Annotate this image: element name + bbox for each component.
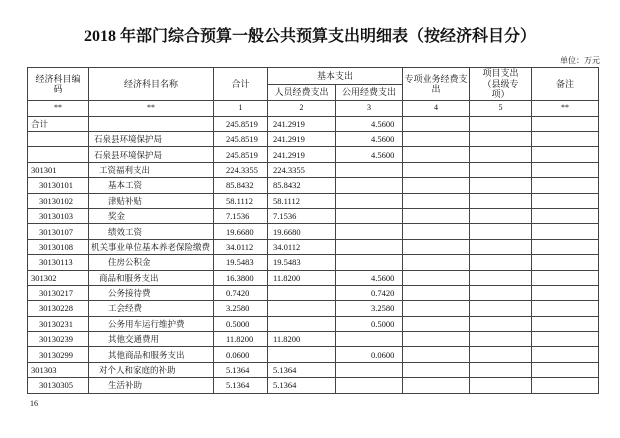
cell-personnel: 19.6680	[268, 224, 336, 239]
header-special: 专项业务经费支出	[403, 68, 470, 101]
cell-personnel: 241.2919	[268, 131, 336, 146]
header-name: 经济科目名称	[89, 68, 214, 101]
cell-special	[403, 270, 470, 285]
index-cell-code: **	[28, 101, 89, 117]
cell-personnel: 34.0112	[268, 239, 336, 254]
cell-remark	[532, 362, 599, 377]
cell-project	[470, 178, 532, 193]
cell-name: 石泉县环境保护局	[89, 147, 214, 162]
cell-project	[470, 193, 532, 208]
cell-name: 商品和服务支出	[89, 270, 214, 285]
cell-project	[470, 147, 532, 162]
budget-table	[27, 67, 599, 394]
table-body	[28, 101, 599, 394]
cell-personnel: 19.5483	[268, 255, 336, 270]
cell-personnel: 224.3355	[268, 162, 336, 177]
cell-special	[403, 178, 470, 193]
cell-public	[336, 239, 403, 254]
cell-name: 其他交通费用	[89, 332, 214, 347]
cell-personnel	[268, 347, 336, 362]
cell-personnel: 85.8432	[268, 178, 336, 193]
cell-personnel	[268, 285, 336, 300]
cell-remark	[532, 116, 599, 131]
cell-personnel: 11.8200	[268, 332, 336, 347]
cell-name: 公务用车运行维护费	[89, 316, 214, 331]
cell-project	[470, 285, 532, 300]
table-row	[28, 147, 599, 162]
cell-special	[403, 239, 470, 254]
unit-label: 单位：万元	[560, 56, 600, 65]
page-title: 2018 年部门综合预算一般公共预算支出明细表（按经济科目分）	[83, 28, 536, 45]
cell-special	[403, 378, 470, 393]
table-row	[28, 178, 599, 193]
index-cell-public: 3	[336, 101, 403, 117]
cell-code: 30130305	[28, 378, 89, 393]
cell-name: 工资福利支出	[89, 162, 214, 177]
index-cell-special: 4	[403, 101, 470, 117]
cell-name: 津贴补贴	[89, 193, 214, 208]
table-header	[28, 68, 599, 101]
cell-personnel: 5.1364	[268, 378, 336, 393]
cell-project	[470, 255, 532, 270]
cell-total: 0.0600	[214, 347, 268, 362]
table-row	[28, 316, 599, 331]
header-code: 经济科目编码	[28, 68, 89, 101]
header-personnel: 人员经费支出	[268, 84, 336, 101]
index-cell-personnel: 2	[268, 101, 336, 117]
cell-name: 其他商品和服务支出	[89, 347, 214, 362]
cell-public: 4.5600	[336, 131, 403, 146]
cell-public	[336, 208, 403, 223]
cell-public: 4.5600	[336, 270, 403, 285]
cell-personnel: 241.2919	[268, 147, 336, 162]
cell-project	[470, 116, 532, 131]
index-cell-remark: **	[532, 101, 599, 117]
cell-personnel: 7.1536	[268, 208, 336, 223]
table-row	[28, 270, 599, 285]
table-row	[28, 362, 599, 377]
cell-total: 19.5483	[214, 255, 268, 270]
cell-project	[470, 362, 532, 377]
cell-total: 34.0112	[214, 239, 268, 254]
cell-project	[470, 239, 532, 254]
cell-personnel	[268, 316, 336, 331]
cell-remark	[532, 147, 599, 162]
cell-special	[403, 162, 470, 177]
cell-public	[336, 178, 403, 193]
cell-code: 30130102	[28, 193, 89, 208]
cell-total: 224.3355	[214, 162, 268, 177]
cell-project	[470, 224, 532, 239]
cell-project	[470, 162, 532, 177]
cell-code: 30130107	[28, 224, 89, 239]
cell-public	[336, 378, 403, 393]
cell-total: 19.6680	[214, 224, 268, 239]
cell-code: 301301	[28, 162, 89, 177]
cell-public: 3.2580	[336, 301, 403, 316]
index-row	[28, 101, 599, 117]
cell-code: 301303	[28, 362, 89, 377]
cell-total: 245.8519	[214, 147, 268, 162]
cell-special	[403, 285, 470, 300]
cell-name: 生活补助	[89, 378, 214, 393]
cell-total: 3.2580	[214, 301, 268, 316]
cell-remark	[532, 224, 599, 239]
cell-remark	[532, 301, 599, 316]
cell-code: 合计	[28, 116, 89, 131]
cell-public	[336, 162, 403, 177]
cell-total: 5.1364	[214, 362, 268, 377]
cell-code: 301302	[28, 270, 89, 285]
index-cell-total: 1	[214, 101, 268, 117]
cell-code: 30130101	[28, 178, 89, 193]
cell-code	[28, 131, 89, 146]
cell-remark	[532, 208, 599, 223]
cell-project	[470, 270, 532, 285]
cell-public: 4.5600	[336, 147, 403, 162]
table-row	[28, 301, 599, 316]
cell-special	[403, 193, 470, 208]
cell-remark	[532, 239, 599, 254]
cell-project	[470, 332, 532, 347]
cell-remark	[532, 270, 599, 285]
cell-remark	[532, 285, 599, 300]
cell-special	[403, 147, 470, 162]
cell-name: 绩效工资	[89, 224, 214, 239]
cell-name: 对个人和家庭的补助	[89, 362, 214, 377]
table-row	[28, 193, 599, 208]
cell-code: 30130299	[28, 347, 89, 362]
cell-personnel: 11.8200	[268, 270, 336, 285]
cell-personnel: 241.2919	[268, 116, 336, 131]
cell-special	[403, 316, 470, 331]
cell-remark	[532, 193, 599, 208]
cell-code: 30130239	[28, 332, 89, 347]
cell-total: 245.8519	[214, 131, 268, 146]
header-public: 公用经费支出	[336, 84, 403, 101]
cell-code: 30130113	[28, 255, 89, 270]
table-row	[28, 116, 599, 131]
cell-project	[470, 347, 532, 362]
cell-name: 工会经费	[89, 301, 214, 316]
cell-remark	[532, 162, 599, 177]
table-row	[28, 347, 599, 362]
cell-total: 0.5000	[214, 316, 268, 331]
cell-special	[403, 255, 470, 270]
table-row	[28, 255, 599, 270]
cell-code: 30130231	[28, 316, 89, 331]
cell-total: 11.8200	[214, 332, 268, 347]
cell-public	[336, 332, 403, 347]
table-row	[28, 224, 599, 239]
header-basic: 基本支出	[268, 68, 403, 85]
cell-public: 0.5000	[336, 316, 403, 331]
header-remark: 备注	[532, 68, 599, 101]
cell-project	[470, 378, 532, 393]
cell-code: 30130228	[28, 301, 89, 316]
cell-name: 奖金	[89, 208, 214, 223]
cell-public: 0.0600	[336, 347, 403, 362]
cell-special	[403, 224, 470, 239]
cell-code: 30130217	[28, 285, 89, 300]
cell-special	[403, 347, 470, 362]
cell-remark	[532, 347, 599, 362]
header-row	[28, 68, 599, 85]
table-row	[28, 162, 599, 177]
page-number: 16	[30, 399, 38, 408]
header-total: 合计	[214, 68, 268, 101]
cell-name: 住房公积金	[89, 255, 214, 270]
cell-total: 7.1536	[214, 208, 268, 223]
cell-name: 机关事业单位基本养老保险缴费	[89, 239, 214, 254]
cell-name: 基本工资	[89, 178, 214, 193]
cell-name: 公务接待费	[89, 285, 214, 300]
table-row	[28, 208, 599, 223]
cell-project	[470, 301, 532, 316]
cell-personnel	[268, 301, 336, 316]
cell-name	[89, 116, 214, 131]
cell-code: 30130108	[28, 239, 89, 254]
cell-remark	[532, 131, 599, 146]
cell-remark	[532, 332, 599, 347]
cell-total: 0.7420	[214, 285, 268, 300]
cell-special	[403, 332, 470, 347]
cell-code	[28, 147, 89, 162]
cell-total: 16.3800	[214, 270, 268, 285]
cell-public: 4.5600	[336, 116, 403, 131]
cell-public	[336, 193, 403, 208]
cell-total: 245.8519	[214, 116, 268, 131]
cell-code: 30130103	[28, 208, 89, 223]
cell-name: 石泉县环境保护局	[89, 131, 214, 146]
table-row	[28, 285, 599, 300]
cell-total: 85.8432	[214, 178, 268, 193]
cell-remark	[532, 378, 599, 393]
table-row	[28, 378, 599, 393]
cell-public	[336, 362, 403, 377]
cell-remark	[532, 178, 599, 193]
cell-special	[403, 362, 470, 377]
index-cell-name: **	[89, 101, 214, 117]
cell-personnel: 5.1364	[268, 362, 336, 377]
header-project: 项目支出（县级专项）	[470, 68, 532, 101]
cell-special	[403, 208, 470, 223]
cell-public	[336, 255, 403, 270]
table-row	[28, 239, 599, 254]
cell-project	[470, 131, 532, 146]
cell-remark	[532, 255, 599, 270]
cell-project	[470, 316, 532, 331]
cell-total: 5.1364	[214, 378, 268, 393]
table-row	[28, 131, 599, 146]
cell-special	[403, 301, 470, 316]
cell-public: 0.7420	[336, 285, 403, 300]
cell-remark	[532, 316, 599, 331]
cell-special	[403, 116, 470, 131]
cell-personnel: 58.1112	[268, 193, 336, 208]
cell-public	[336, 224, 403, 239]
cell-project	[470, 208, 532, 223]
cell-total: 58.1112	[214, 193, 268, 208]
index-cell-project: 5	[470, 101, 532, 117]
cell-special	[403, 131, 470, 146]
table-row	[28, 332, 599, 347]
